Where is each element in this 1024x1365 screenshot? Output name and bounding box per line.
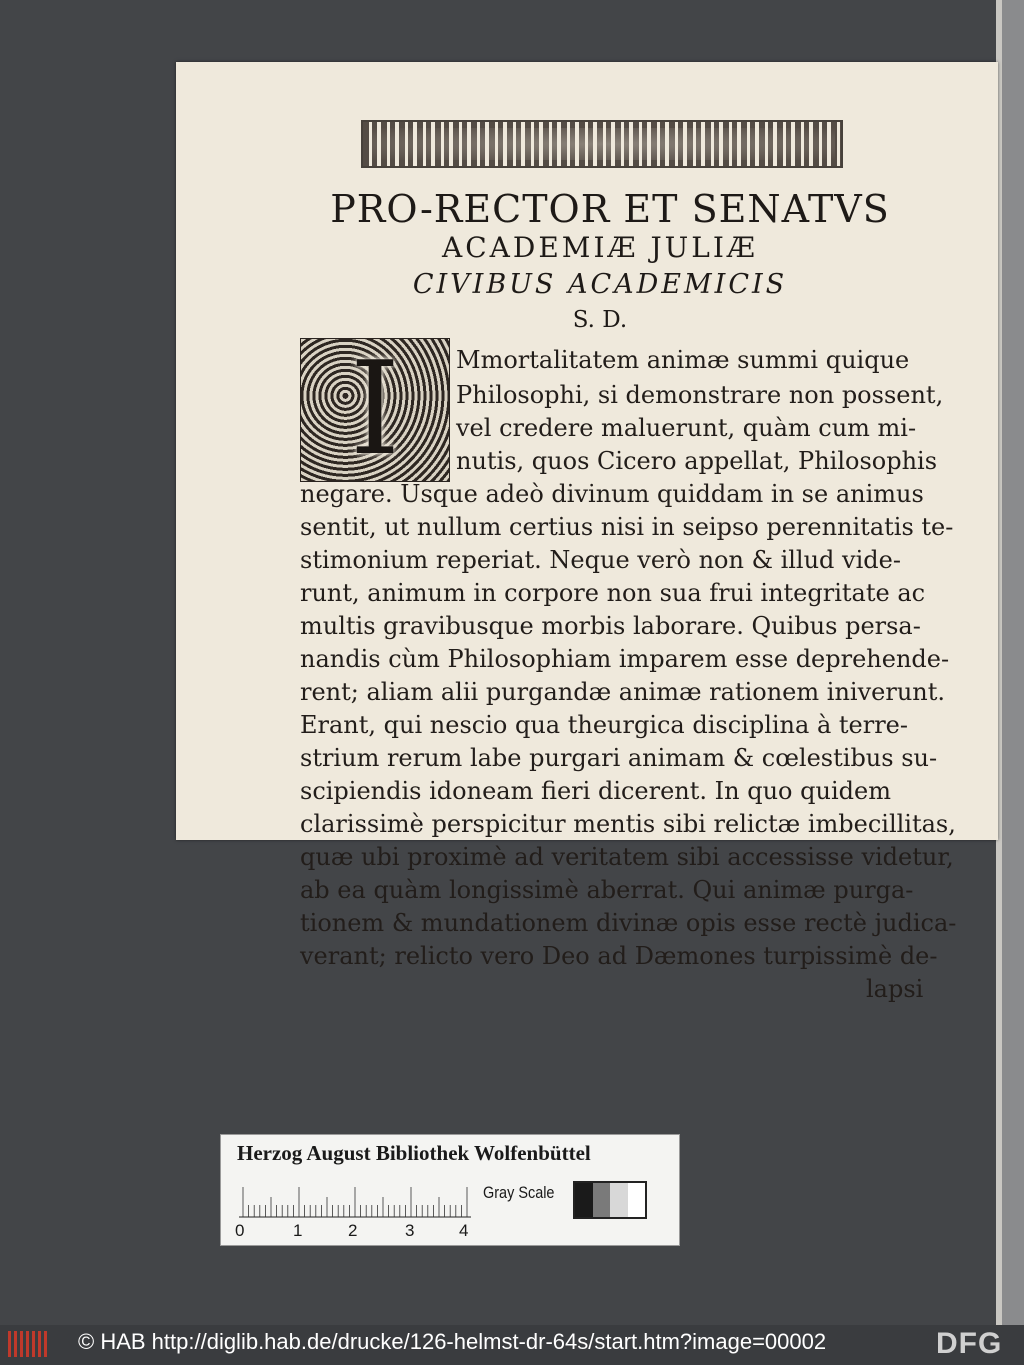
- ruler-number: 4: [459, 1221, 469, 1240]
- ruler-number: 0: [235, 1221, 245, 1240]
- color-calibration-card: [220, 1134, 680, 1246]
- heading-line-3: CIVIBUS ACADEMICIS: [412, 269, 788, 300]
- heading-line-2: ACADEMIÆ JULIÆ: [442, 231, 758, 264]
- gray-swatch: [593, 1183, 611, 1217]
- viewer-footer: [0, 1325, 1024, 1365]
- body-line: tionem & mundationem divinæ opis esse rectè judica-: [300, 909, 957, 937]
- body-line: scipiendis idoneam fieri dicerent. In quo quidem: [300, 777, 891, 805]
- body-line: nandis cùm Philosophiam imparem esse deprehende-: [300, 645, 950, 673]
- headpiece-ornament: [361, 120, 843, 168]
- body-line: vel credere maluerunt, quàm cum mi-: [456, 414, 917, 442]
- body-line: nutis, quos Cicero appellat, Philosophis: [456, 447, 938, 475]
- gray-swatch: [575, 1183, 593, 1217]
- ruler-number: 1: [293, 1221, 303, 1240]
- copyright-url: © HAB http://diglib.hab.de/drucke/126-helmst-dr-64s/start.htm?image=00002: [78, 1329, 827, 1354]
- ruler-number: 3: [405, 1221, 415, 1240]
- ruler: [239, 1183, 471, 1219]
- body-line: multis gravibusque morbis laborare. Quibus persa-: [300, 612, 921, 640]
- heading-line-4: S. D.: [572, 307, 628, 333]
- body-line: strium rerum labe purgari animam & cœlestibus su-: [300, 744, 938, 772]
- dfg-logo: DFG: [936, 1327, 1003, 1360]
- body-line: clarissimè perspicitur mentis sibi relictæ imbecillitas,: [300, 810, 956, 838]
- body-line: quæ ubi proximè ad veritatem sibi accessisse videtur,: [300, 843, 954, 871]
- decorated-initial: [300, 335, 450, 484]
- body-line: Erant, qui nescio qua theurgica disciplina à terre-: [300, 711, 908, 739]
- ruler-number: 2: [348, 1221, 358, 1240]
- gray-swatch: [610, 1183, 628, 1217]
- body-line: stimonium reperiat. Neque verò non & illud vide-: [300, 546, 901, 574]
- library-name: Herzog August Bibliothek Wolfenbüttel: [237, 1141, 591, 1165]
- body-line: ab ea quàm longissimè aberrat. Qui animæ purga-: [300, 876, 914, 904]
- catchword: lapsi: [866, 975, 924, 1003]
- gray-scale-label: Gray Scale: [483, 1183, 555, 1202]
- body-line: Mmortalitatem animæ summi quique: [456, 346, 910, 374]
- body-line: runt, animum in corpore non sua frui integritate ac: [300, 579, 926, 607]
- body-line: negare. Usque adeò divinum quiddam in se animus: [300, 480, 924, 508]
- gray-swatch: [628, 1183, 646, 1217]
- body-line: sentit, ut nullum certius nisi in seipso perennitatis te-: [300, 513, 954, 541]
- body-line: verant; relicto vero Deo ad Dæmones turpissimè de-: [300, 942, 938, 970]
- body-line: Philosophi, si demonstrare non possent,: [456, 381, 944, 409]
- heading-line-1: PRO-RECTOR ET SENATVS: [330, 187, 890, 231]
- initial-letter: I: [349, 335, 401, 484]
- body-line: rent; aliam alii purgandæ animæ rationem iniverunt.: [300, 678, 945, 706]
- gray-scale-swatches: [573, 1181, 647, 1219]
- barcode-icon: [8, 1331, 48, 1357]
- adjacent-page-edge: [996, 0, 1024, 1325]
